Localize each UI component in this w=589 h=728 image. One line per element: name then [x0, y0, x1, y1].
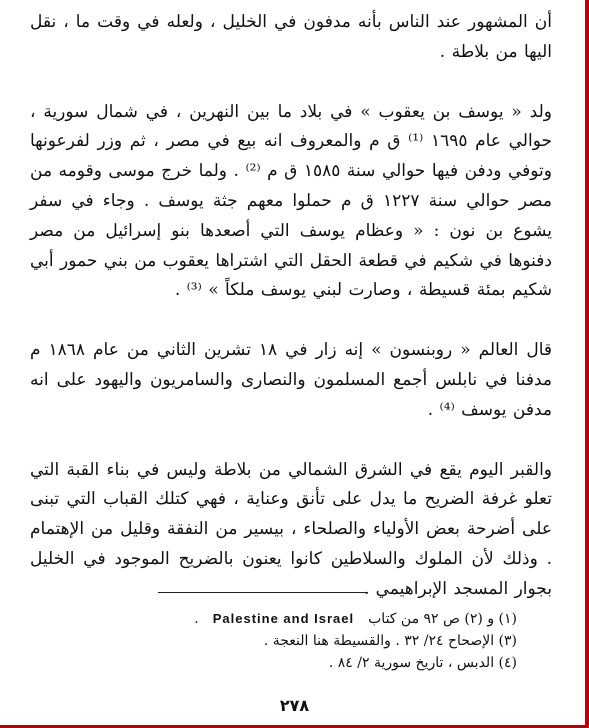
paragraph-3: قال العالم « روبنسون » إنه زار في ١٨ تشرين الثاني من عام ١٨٦٨ م مدفنا في نابلس أجمع المسلمون والنصارى والسامريون واليهود على انه مدفن يوسف ⁽⁴⁾ .: [30, 340, 552, 420]
page-number: ٢٧٨: [279, 696, 310, 715]
footnote-3-text: (٤) الدبس ، تاريخ سورية ٢/ ٨٤ .: [328, 655, 517, 671]
footnote-1-text: (١) و (٢) ص ٩٢ من كتاب: [368, 611, 517, 627]
footnote-1-end: .: [194, 611, 199, 627]
paragraph-4: والقبر اليوم يقع في الشرق الشمالي من بلاطة وليس في بناء القبة التي تعلو غرفة الضريح ما يدل على تأنق وعناية ، فهي كتلك القباب التي تبنى على أضرحة بعض الأولياء والصلحاء ، بيسير من النفقة وقليل من الإهتمام . وذلك لأن الملوك والسلاطين كانوا يعنون بالضريح الموجود في الخليل بجوار المسجد الإبراهيمي .: [30, 459, 552, 599]
page-body: [30, 8, 552, 605]
page-frame-right-border: [585, 0, 589, 728]
footnotes: [57, 608, 517, 674]
footnote-2: [57, 630, 517, 652]
footnote-1: [57, 608, 517, 630]
paragraph-1: أن المشهور عند الناس بأنه مدفون في الخليل ، ولعله في وقت ما ، نقل اليها من بلاطة .: [30, 12, 552, 62]
footnote-2-text: (٣) الإصحاح ٢٤/ ٣٢ . والقسيطة هنا النعجة .: [263, 633, 517, 649]
footnote-3: [57, 652, 517, 674]
paragraph-2: ولد « يوسف بن يعقوب » في بلاد ما بين النهرين ، في شمال سورية ، حوالي عام ١٦٩٥ ⁽¹⁾ ق م والمعروف انه بيع في مصر ، ثم وزر لفرعونها وتوفي ودفن فيها حوالي سنة ١٥٨٥ ق م ⁽²⁾ . ولما خرج موسى وقومه من مصر حوالي سنة ١٢٢٧ ق م حملوا معهم جثة يوسف . وجاء في سفر يشوع بن نون : « وعظام يوسف التي أصعدها بنو إسرائيل من مصر دفنوها في شكيم في قطعة الحقل التي اشتراها يعقوب من بني حمور أبي شكيم بمئة قسيطة ، وصارت لبني يوسف ملكاً » ⁽³⁾ .: [30, 101, 552, 301]
footnote-separator: [158, 592, 368, 593]
footnote-1-book-title: Palestine and Israel: [212, 611, 355, 626]
